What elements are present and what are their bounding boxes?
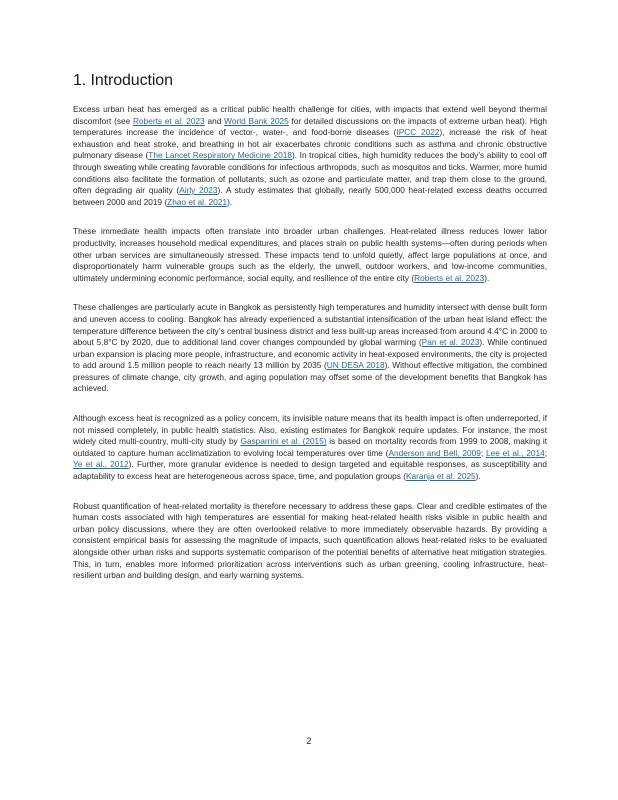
paragraph-text: These immediate health impacts often translate into broader urban challenges. Heat-related illness reduces lower labor productivity, increases household medical expenditures, and places strain on public health systems—often during periods when other urban services are simultaneously stressed. These impacts tend to unfold quietly, affect large populations at once, and disproportionately harm vulnerable groups such as the elderly, the unwell, outdoor workers, and low-income communities, ultimately undermining economic performance, social equity, and resilience of the entire city (	[73, 226, 547, 283]
paragraph-text: ). A study estimates that globally, nearly 500,000 heat-related excess deaths occurred between 2000 and 2019 (	[73, 185, 547, 207]
paragraph-text: ).	[227, 196, 233, 207]
citation-link[interactable]: IPCC 2022	[396, 127, 440, 138]
page-number: 2	[306, 736, 312, 746]
paragraph	[73, 501, 547, 582]
paragraph-text: Robust quantification of heat-related mortality is therefore necessary to address these gaps. Clear and credible estimates of the human costs associated with high temperatures are essential for making heat-related health risks visible in public health and urban policy discussions, where they are often overlooked relative to more immediately observable hazards. By providing a consistent empirical basis for assessing the magnitude of impacts, such quantification allows heat-related risks to be evaluated alongside other urban risks and supports systematic comparison of the potential benefits of alternative heat mitigation strategies. This, in turn, enables more informed prioritization across interventions such as urban greening, cooling infrastructure, heat-resilient urban and building design, and early warning systems.	[73, 500, 547, 581]
paragraph-text: ). In tropical cities, high humidity reduces the body’s ability to cool off through sweating while creating favorable conditions for infectious arthropods, such as mosquitos and ticks. Warmer, more humid conditions also facilitate the formation of pollutants, such as ozone and particulate matter, and trap them close to the ground, often degrading air quality (	[73, 150, 547, 196]
paragraph-text: ;	[480, 447, 486, 458]
citation-link[interactable]: UN DESA 2018	[326, 360, 385, 371]
citation-link[interactable]: Ye et al., 2012	[73, 459, 129, 470]
paragraph-text: is based on mortality records from 1999 to 2008, making it outdated to capture human acclimatization to evolving local temperatures over time (	[73, 436, 548, 458]
citation-link[interactable]: Roberts et al. 2023	[133, 115, 205, 126]
section-heading: 1. Introduction	[73, 72, 173, 89]
citation-link[interactable]: Lee et al., 2014	[485, 447, 545, 458]
paragraph-text: ). Without effective mitigation, the combined pressures of climate change, city growth, and aging population may offset some of the development benefits that Bangkok has achieved.	[73, 360, 548, 394]
paragraph-text: for detailed discussions on the impacts of extreme urban heat). High temperatures increase the incidence of vector-, water-, and food-borne diseases (	[73, 115, 548, 138]
paragraph	[73, 302, 547, 395]
citation-link[interactable]: Zhao et al. 2021	[167, 196, 228, 207]
paragraph-text: These challenges are particularly acute in Bangkok as persistently high temperatures and humidity intersect with dense built form and uneven access to cooling. Bangkok has already experienced a substantial intensification of the urban heat island effect: the temperature difference between the city’s central business district and less built-up areas increased from around 4.4°C in 2000 to about 5.8°C by 2020, due to additional land cover changes compounded by global warming (	[73, 302, 547, 348]
citation-link[interactable]: Anderson and Bell, 2009	[388, 447, 481, 458]
citation-link[interactable]: World Bank 2025	[224, 115, 289, 126]
paragraph	[73, 226, 547, 284]
paragraph-text: ).	[484, 272, 490, 283]
citation-link[interactable]: The Lancet Respiratory Medicine 2018	[148, 150, 292, 161]
paragraph-text: ), increase the risk of heat exhaustion and heat stroke, and breathing in hot air exacerbates chronic conditions such as asthma and chronic obstructive pulmonary disease (	[73, 127, 547, 161]
paragraph-text: Although excess heat is recognized as a policy concern, its invisible nature means that its health impact is often underreported, if not missed completely, in public health statistics. Also, existing estimates for Bangkok require updates. For instance, the most widely cited multi-country, multi-city study by	[73, 413, 547, 447]
citation-link[interactable]: Pan et al. 2023	[421, 337, 480, 348]
paragraph-text: Excess urban heat has emerged as a critical public health challenge for cities, with impacts that extend well beyond thermal discomfort (see	[73, 104, 547, 126]
paragraph-text: and	[204, 115, 225, 126]
paragraph-text: ). While continued urban expansion is placing more people, infrastructure, and economic activity in heat-exposed environments, the city is projected to add around 1.5 million people to reach nearly 13 million by 2035 (	[73, 337, 547, 371]
paragraph	[73, 104, 547, 208]
paragraph-text: ;	[544, 447, 547, 458]
citation-link[interactable]: Gasparrini et al. (2015)	[240, 436, 327, 447]
citation-link[interactable]: Karanja et al. 2025	[406, 471, 476, 482]
citation-link[interactable]: Airly 2023	[179, 185, 218, 196]
body-text	[73, 104, 547, 600]
paragraph-text: ). Further, more granular evidence is needed to design targeted and equitable responses, as susceptibility and adaptability to excess heat are heterogeneous across space, time, and population groups (	[73, 459, 548, 482]
citation-link[interactable]: Roberts et al. 2023	[414, 272, 485, 283]
paragraph	[73, 413, 547, 483]
paragraph-text: ).	[475, 471, 481, 482]
